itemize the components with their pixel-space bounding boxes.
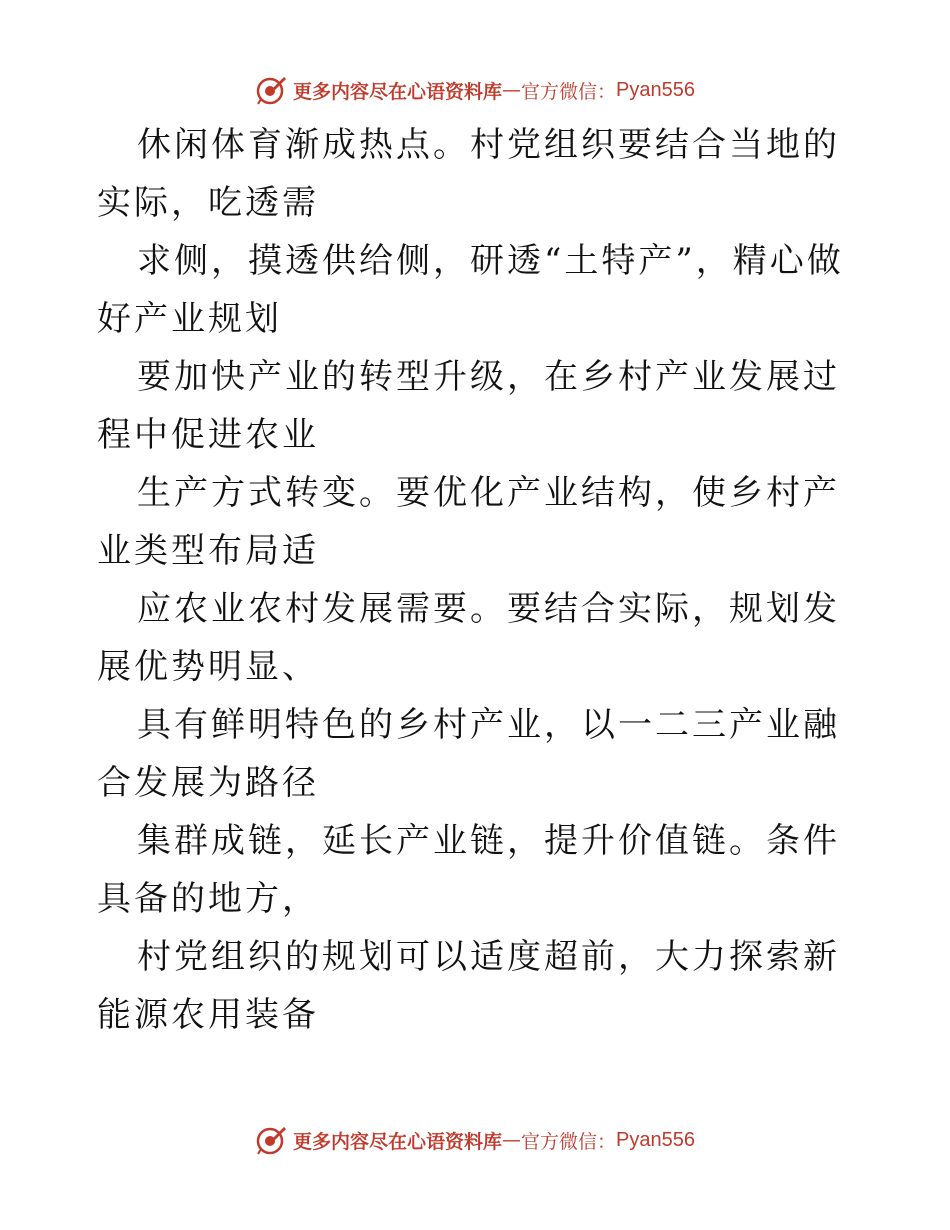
paragraph: 休闲体育渐成热点。村党组织要结合当地的实际，吃透需 [97, 125, 840, 223]
paragraph: 集群成链，延长产业链，提升价值链。条件具备的地方， [97, 821, 840, 919]
paragraph: 应农业农村发展需要。要结合实际，规划发展优势明显、 [97, 589, 840, 687]
header-site-text: 更多内容尽在心语资料库 [293, 80, 503, 103]
paragraph: 要加快产业的转型升级，在乡村产业发展过程中促进农业 [97, 357, 840, 455]
footer-banner [0, 1120, 950, 1160]
paragraph: 村党组织的规划可以适度超前，大力探索新能源农用装备 [97, 937, 840, 1035]
footer-wechat-label: 官方微信： [521, 1130, 617, 1153]
footer-site-text: 更多内容尽在心语资料库 [293, 1130, 503, 1153]
header-banner [0, 70, 950, 110]
header-separator: — [502, 79, 522, 101]
paragraph: 具有鲜明特色的乡村产业，以一二三产业融合发展为路径 [97, 705, 840, 803]
paragraph: 求侧，摸透供给侧，研透“土特产”，精心做好产业规划 [97, 241, 844, 339]
header-wechat-id: Pyan556 [616, 78, 695, 101]
document-body [97, 116, 867, 1044]
footer-wechat-id: Pyan556 [616, 1128, 695, 1151]
paragraph: 生产方式转变。要优化产业结构，使乡村产业类型布局适 [97, 473, 840, 571]
footer-separator: — [502, 1129, 522, 1151]
header-wechat-label: 官方微信： [521, 80, 617, 103]
pen-circle-logo-icon [255, 1124, 287, 1156]
pen-circle-logo-icon [255, 74, 287, 106]
